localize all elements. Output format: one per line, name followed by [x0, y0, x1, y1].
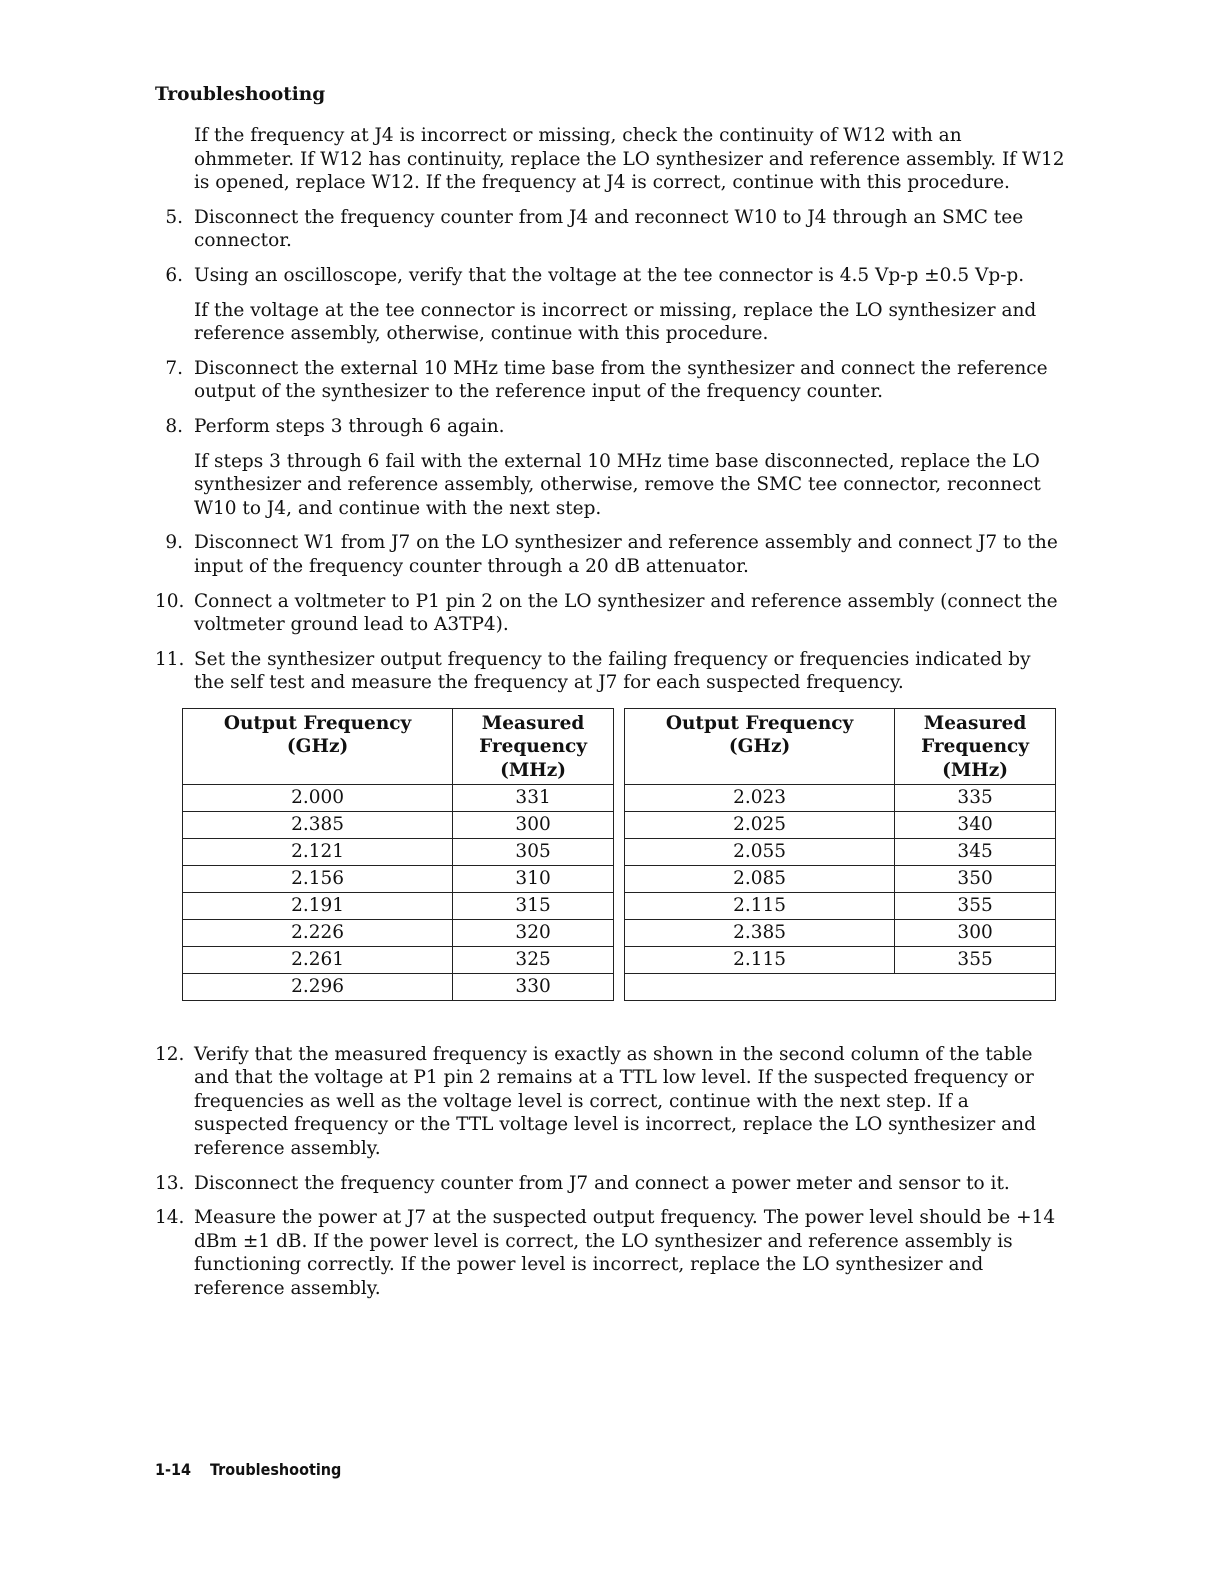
table-cell: 335 [895, 784, 1056, 811]
step-text: If the voltage at the tee connector is incorrect or missing, replace the LO synthesizer and reference assembly, otherwise, continue with this procedure. [194, 299, 1037, 345]
table-cell: 2.023 [625, 784, 895, 811]
step-number: 6. [165, 264, 183, 286]
table-cell: 2.025 [625, 811, 895, 838]
step-text: Disconnect W1 from J7 on the LO synthesizer and reference assembly and connect J7 to the input of the frequency counter through a 20 dB attenuator. [194, 532, 1058, 577]
table-cell: 330 [453, 973, 614, 1000]
frequency-table-right [624, 708, 1056, 1001]
section-heading: Troubleshooting [155, 84, 326, 105]
step-number: 14. [155, 1207, 185, 1229]
table-cell: 300 [453, 811, 614, 838]
header-line: (GHz) [286, 736, 349, 758]
table-cell: 2.296 [183, 973, 453, 1000]
step-number: 10. [155, 590, 185, 612]
step-6 [155, 264, 1065, 288]
step-8-note [155, 450, 1065, 521]
header-line: (GHz) [728, 736, 791, 758]
table-row [625, 865, 1056, 892]
step-12 [155, 1043, 1065, 1161]
table-cell: 2.115 [625, 946, 895, 973]
column-header-output [183, 708, 453, 784]
table-row [183, 838, 614, 865]
header-line: (MHz) [942, 760, 1009, 782]
step-text: Set the synthesizer output frequency to the failing frequency or frequencies indicated by the self test and measure the frequency at J7 for each suspected frequency. [194, 648, 1031, 694]
header-line: Frequency [921, 736, 1030, 758]
step-number: 13. [155, 1172, 185, 1194]
column-header-measured [895, 708, 1056, 784]
step-text: Disconnect the frequency counter from J7 and connect a power meter and sensor to it. [194, 1172, 1010, 1194]
table-cell: 331 [453, 784, 614, 811]
table-row [183, 892, 614, 919]
step-text: Perform steps 3 through 6 again. [194, 415, 505, 437]
table-cell: 305 [453, 838, 614, 865]
frequency-tables [182, 708, 1065, 1001]
table-cell: 2.191 [183, 892, 453, 919]
step-number: 7. [165, 357, 183, 379]
table-cell: 300 [895, 919, 1056, 946]
intro-paragraph: If the frequency at J4 is incorrect or missing, check the continuity of W12 with an ohmmeter. If W12 has continuity, replace the LO synthesizer and reference assembly. If W12 is opened, replace W12. If the frequency at J4 is correct, continue with this procedure. [194, 125, 1065, 194]
steps-after-table [155, 1043, 1065, 1301]
table-row [625, 784, 1056, 811]
step-14 [155, 1206, 1065, 1300]
step-8 [155, 415, 1065, 439]
table-cell: 2.261 [183, 946, 453, 973]
page-footer [155, 1460, 341, 1479]
step-13 [155, 1172, 1065, 1196]
step-text: Measure the power at J7 at the suspected output frequency. The power level should be +14 dBm ±1 dB. If the power level is correct, the LO synthesizer and reference assembly is functioning correctly. If the power level is incorrect, replace the LO synthesizer and reference assembly. [194, 1207, 1056, 1299]
table-cell: 350 [895, 865, 1056, 892]
table-cell: 2.115 [625, 892, 895, 919]
step-text: Disconnect the external 10 MHz time base from the synthesizer and connect the reference output of the synthesizer to the reference input of the frequency counter. [194, 357, 1048, 403]
step-text: If steps 3 through 6 fail with the external 10 MHz time base disconnected, replace the LO synthesizer and reference assembly, otherwise, remove the SMC tee connector, reconnect W10 to J4, and continue with the next step. [194, 450, 1041, 519]
table-cell: 325 [453, 946, 614, 973]
table-row [625, 838, 1056, 865]
table-cell: 2.226 [183, 919, 453, 946]
step-6-note [155, 299, 1065, 346]
table-cell: 2.385 [625, 919, 895, 946]
step-number: 8. [165, 415, 183, 437]
table-cell: 315 [453, 892, 614, 919]
steps-before-table [155, 206, 1065, 695]
step-number: 5. [165, 206, 183, 228]
column-header-output [625, 708, 895, 784]
table-cell: 2.000 [183, 784, 453, 811]
footer-section-title: Troubleshooting [210, 1460, 342, 1479]
step-11 [155, 648, 1065, 695]
frequency-table-left [182, 708, 614, 1001]
table-row [625, 946, 1056, 973]
table-cell: 320 [453, 919, 614, 946]
header-line: Frequency [479, 736, 588, 758]
page-content [155, 124, 1065, 1312]
step-number: 12. [155, 1043, 185, 1065]
step-text: Verify that the measured frequency is exactly as shown in the second column of the table and that the voltage at P1 pin 2 remains at a TTL low level. If the suspected frequency or frequencies as well as the voltage level is correct, continue with the next step. If a suspected frequency or the TTL voltage level is incorrect, replace the LO synthesizer and reference assembly. [194, 1043, 1036, 1160]
table-row [183, 946, 614, 973]
table-cell: 2.085 [625, 865, 895, 892]
column-header-measured [453, 708, 614, 784]
header-line: Measured [923, 712, 1027, 734]
header-line: Measured [481, 712, 585, 734]
step-text: Disconnect the frequency counter from J4 and reconnect W10 to J4 through an SMC tee connector. [194, 206, 1024, 252]
table-row [625, 892, 1056, 919]
table-row [625, 811, 1056, 838]
table-row [183, 973, 614, 1000]
table-row [625, 919, 1056, 946]
table-cell: 2.055 [625, 838, 895, 865]
page-number: 1-14 [155, 1460, 192, 1479]
table-cell: 2.385 [183, 811, 453, 838]
table-row [183, 919, 614, 946]
table-row [183, 811, 614, 838]
step-9 [155, 531, 1065, 578]
header-line: (MHz) [500, 760, 567, 782]
table-cell: 310 [453, 865, 614, 892]
step-7 [155, 357, 1065, 404]
table-row [183, 865, 614, 892]
table-cell: 355 [895, 892, 1056, 919]
table-row-empty [625, 973, 1056, 1000]
step-5 [155, 206, 1065, 253]
table-cell-empty [625, 973, 1056, 1000]
step-number: 11. [155, 648, 185, 670]
table-cell: 2.156 [183, 865, 453, 892]
table-cell: 355 [895, 946, 1056, 973]
table-row [183, 784, 614, 811]
step-text: Using an oscilloscope, verify that the voltage at the tee connector is 4.5 Vp-p ±0.5 Vp-p. [194, 264, 1025, 286]
header-line: Output Frequency [223, 712, 412, 734]
step-text: Connect a voltmeter to P1 pin 2 on the LO synthesizer and reference assembly (connect the voltmeter ground lead to A3TP4). [194, 590, 1058, 636]
table-cell: 345 [895, 838, 1056, 865]
step-10 [155, 590, 1065, 637]
step-number: 9. [165, 532, 183, 554]
header-line: Output Frequency [665, 712, 854, 734]
table-cell: 340 [895, 811, 1056, 838]
table-cell: 2.121 [183, 838, 453, 865]
